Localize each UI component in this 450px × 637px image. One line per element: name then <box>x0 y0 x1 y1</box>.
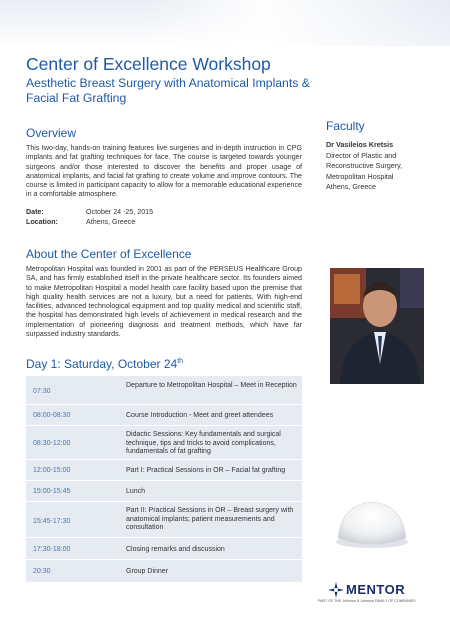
about-heading: About the Center of Excellence <box>26 247 192 261</box>
date-label: Date: <box>26 208 44 216</box>
mentor-tagline: PART OF THE Johnson & Johnson FAMILY OF COMPANIES <box>318 599 416 603</box>
date-row <box>26 208 153 216</box>
location-row <box>26 218 135 226</box>
row-time: 15:00-15:45 <box>33 488 71 495</box>
table-row <box>26 376 302 404</box>
row-desc: Part II: Practical Sessions in OR – Breast surgery with anatomical implants; patient measurements and consultation <box>126 507 294 532</box>
day1-title-text: Day 1: Saturday, October 24 <box>26 357 178 371</box>
row-desc: Didactic Sessions: Key fundamentals and surgical technique, tips and tricks to avoid complications, fundamentals of fat grafting <box>126 431 281 456</box>
row-desc: Group Dinner <box>126 568 169 575</box>
faculty-photo <box>330 268 424 384</box>
faculty-heading: Faculty <box>326 119 365 133</box>
row-time: 17:30-18:00 <box>33 546 71 553</box>
schedule-table <box>26 376 302 582</box>
overview-text: This two-day, hands-on training features live surgeries and in-depth instruction in CPG implants and fat grafting techniques for face. The course is targeted towards younger surgeons and/or those interested to discover the benefits and proper usage of anatomical implants, and facial fat grafting to create volume and improve contours. The course is limited in participant capacity to allow for a memorable educational experience in a comfortable atmosphere. <box>26 144 302 199</box>
faculty-details <box>326 151 436 193</box>
about-text: Metropolitan Hospital was founded in 2001 as part of the PERSEUS Healthcare Group SA, and has firmly established itself in the private healthcare sector. Its founders aimed to make Metropolitan Hospital a model health care facility based upon the premise that high quality health services are not a luxury, but a need for patients. With high-end facilities, advanced technological equipment and top quality medical and scientific staff, the hospital has demonstrated high levels of achievement in medical research and the implementation of pioneering diagnosis and treatment methods, which have far surpassed industry standards. <box>26 265 302 339</box>
table-row <box>26 559 302 583</box>
row-time: 12:00-15:00 <box>33 467 71 474</box>
faculty-city: Athens, Greece <box>326 182 376 192</box>
location-value: Athens, Greece <box>86 218 136 226</box>
day1-title-sup: th <box>177 358 184 365</box>
row-time: 15:45-17:30 <box>33 518 71 525</box>
faculty-name: Dr Vasileios Kretsis <box>326 140 394 149</box>
row-time: 08:00-08:30 <box>33 412 71 419</box>
day1-title <box>26 357 183 371</box>
table-row <box>26 501 302 538</box>
row-desc: Course Introduction - Meet and greet attendees <box>126 412 274 419</box>
faculty-hospital: Metropolitan Hospital <box>326 171 394 181</box>
table-row <box>26 537 302 560</box>
mentor-brand: MENTOR <box>346 582 406 597</box>
table-row <box>26 480 302 502</box>
row-desc: Closing remarks and discussion <box>126 546 225 553</box>
page-title: Center of Excellence Workshop <box>26 54 271 74</box>
faculty-title-1: Director of Plastic and <box>326 151 397 160</box>
table-row <box>26 425 302 460</box>
row-time: 08:30-12:00 <box>33 440 71 447</box>
date-value: October 24 -25, 2015 <box>86 208 154 216</box>
overview-heading: Overview <box>26 126 77 140</box>
location-label: Location: <box>26 218 58 226</box>
row-desc: Part I: Practical Sessions in OR – Facial fat grafting <box>126 467 286 474</box>
faculty-title-2: Reconstructive Surgery, <box>326 161 403 171</box>
row-desc: Departure to Metropolitan Hospital – Meet in Reception <box>126 382 297 389</box>
table-row <box>26 404 302 426</box>
mentor-star-icon <box>328 582 344 598</box>
row-desc: Lunch <box>126 488 146 495</box>
table-row <box>26 459 302 481</box>
page-subtitle: Aesthetic Breast Surgery with Anatomical Implants & Facial Fat Grafting <box>26 76 310 105</box>
row-time: 20:30 <box>33 568 51 575</box>
implant-image <box>330 498 414 557</box>
row-time: 07:30 <box>33 388 51 395</box>
header-band <box>0 0 450 46</box>
